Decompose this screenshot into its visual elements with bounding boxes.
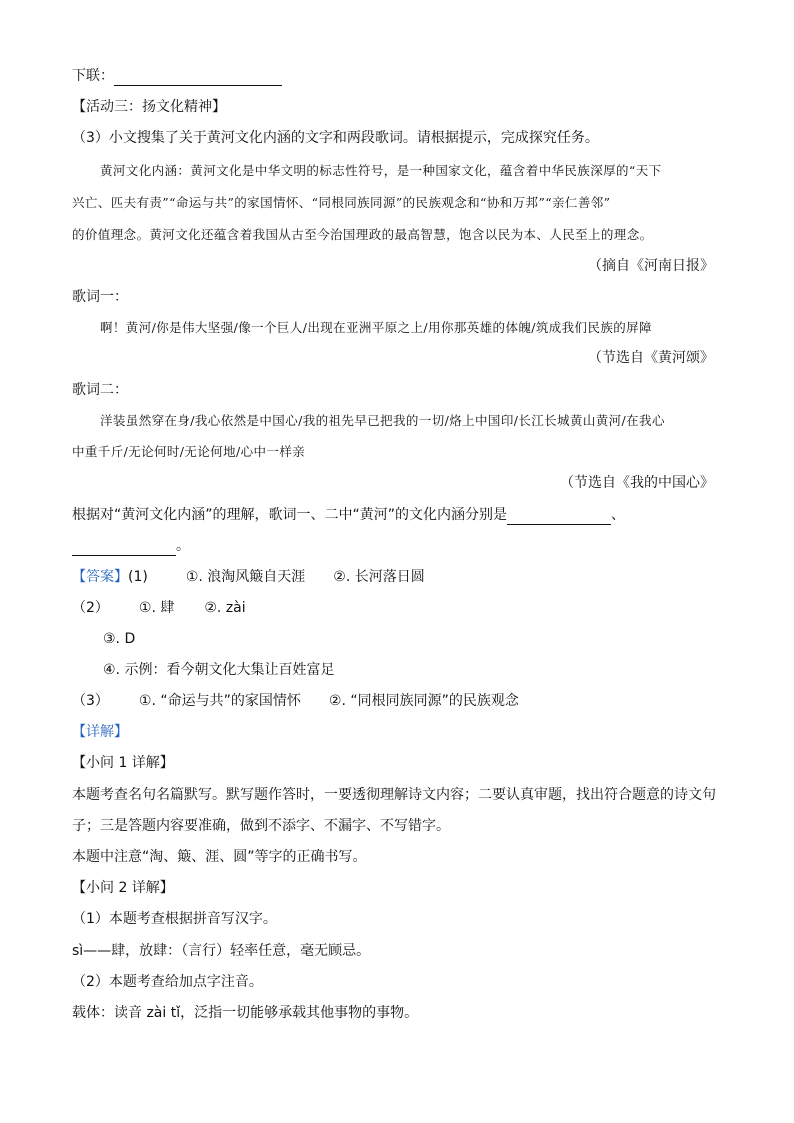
q2-heading: 【小问 2 详解】 [72,880,174,896]
period: 。 [176,538,190,554]
quote-text-line: 黄河文化内涵：黄河文化是中华文明的标志性符号，是一种国家文化，蕴含着中华民族深厚的“天下 [100,163,662,178]
answer-item: ①. “命运与共”的家国情怀 [138,693,301,709]
q2-paragraph: （1）本题考查根据拼音写汉字。 [72,911,277,927]
lyrics-two-source: （节选自《我的中国心》 [560,475,714,491]
answer-blank[interactable] [114,69,282,86]
question-text: 根据对“黄河文化内涵”的理解，歌词一、二中“黄河”的文化内涵分别是 [72,507,508,523]
question-prompt-cont [72,536,722,556]
answer-number: （3） [72,693,109,709]
lyrics-two-text: 中重千斤/无论何时/无论何地/心中一样亲 [72,444,306,459]
quote-text-line: 兴亡、匹夫有责”“命运与共”的家国情怀、“同根同族同源”的民族观念和“协和万邦”“亲仁善邻” [72,195,611,210]
q1-paragraph: 本题考查名句名篇默写。默写题作答时，一要透彻理解诗文内容；二要认真审题，找出符合题意的诗文句 [72,787,716,803]
q1-heading: 【小问 1 详解】 [72,755,174,771]
task-instruction: （3）小文搜集了关于黄河文化内涵的文字和两段歌词。请根据提示，完成探究任务。 [72,130,599,146]
answer-line-3 [72,691,722,711]
answer-blank[interactable] [507,508,611,525]
couplet-label: 下联： [72,68,114,84]
answer-item: ①. 肆 [138,600,175,616]
lyrics-two-label: 歌词二： [72,382,128,398]
couplet-second-line [72,66,722,86]
answer-item: ②. 长河落日圆 [333,569,425,585]
separator: 、 [611,507,626,523]
answer-line-2 [72,598,722,618]
lyrics-one-source: （节选自《黄河颂》 [588,350,714,366]
answer-line-2d: ④. 示例：看今朝文化大集让百姓富足 [103,662,335,678]
answer-blank[interactable] [72,539,176,556]
answer-line-1 [72,567,722,587]
q2-paragraph: sì——肆，放肆：（言行）轻率任意，毫无顾忌。 [72,943,371,959]
answer-item: ①. 浪淘风簸自天涯 [185,569,306,585]
detail-tag: 【详解】 [72,724,128,740]
answer-number: （2） [72,600,109,616]
activity-heading: 【活动三：扬文化精神】 [72,99,226,115]
answer-line-2c: ③. D [103,631,136,647]
answer-tag: 【答案】 [72,569,128,585]
q2-paragraph: 载体：读音 zài tǐ，泛指一切能够承载其他事物的事物。 [72,1005,419,1021]
q1-paragraph: 本题中注意“淘、簸、涯、圆”等字的正确书写。 [72,849,367,865]
quote-text-line: 的价值理念。黄河文化还蕴含着我国从古至今治国理政的最高智慧，饱含以民为本、人民至上的理念。 [72,227,653,242]
lyrics-two-text: 洋装虽然穿在身/我心依然是中国心/我的祖先早已把我的一切/烙上中国印/长江长城黄山黄河/在我心 [100,413,665,428]
q1-paragraph: 子；三是答题内容要准确，做到不添字、不漏字、不写错字。 [72,818,450,834]
answer-item: ②. “同根同族同源”的民族观念 [328,693,519,709]
answer-item: ②. zài [204,600,246,616]
q2-paragraph: （2）本题考查给加点字注音。 [72,974,263,990]
quote-source: （摘自《河南日报》 [588,258,714,274]
answer-number: (1) [128,569,148,585]
lyrics-one-text: 啊！黄河/你是伟大坚强/像一个巨人/出现在亚洲平原之上/用你那英雄的体魄/筑成我们民族的屏障 [100,320,652,335]
question-prompt [72,505,722,525]
lyrics-one-label: 歌词一： [72,289,128,305]
